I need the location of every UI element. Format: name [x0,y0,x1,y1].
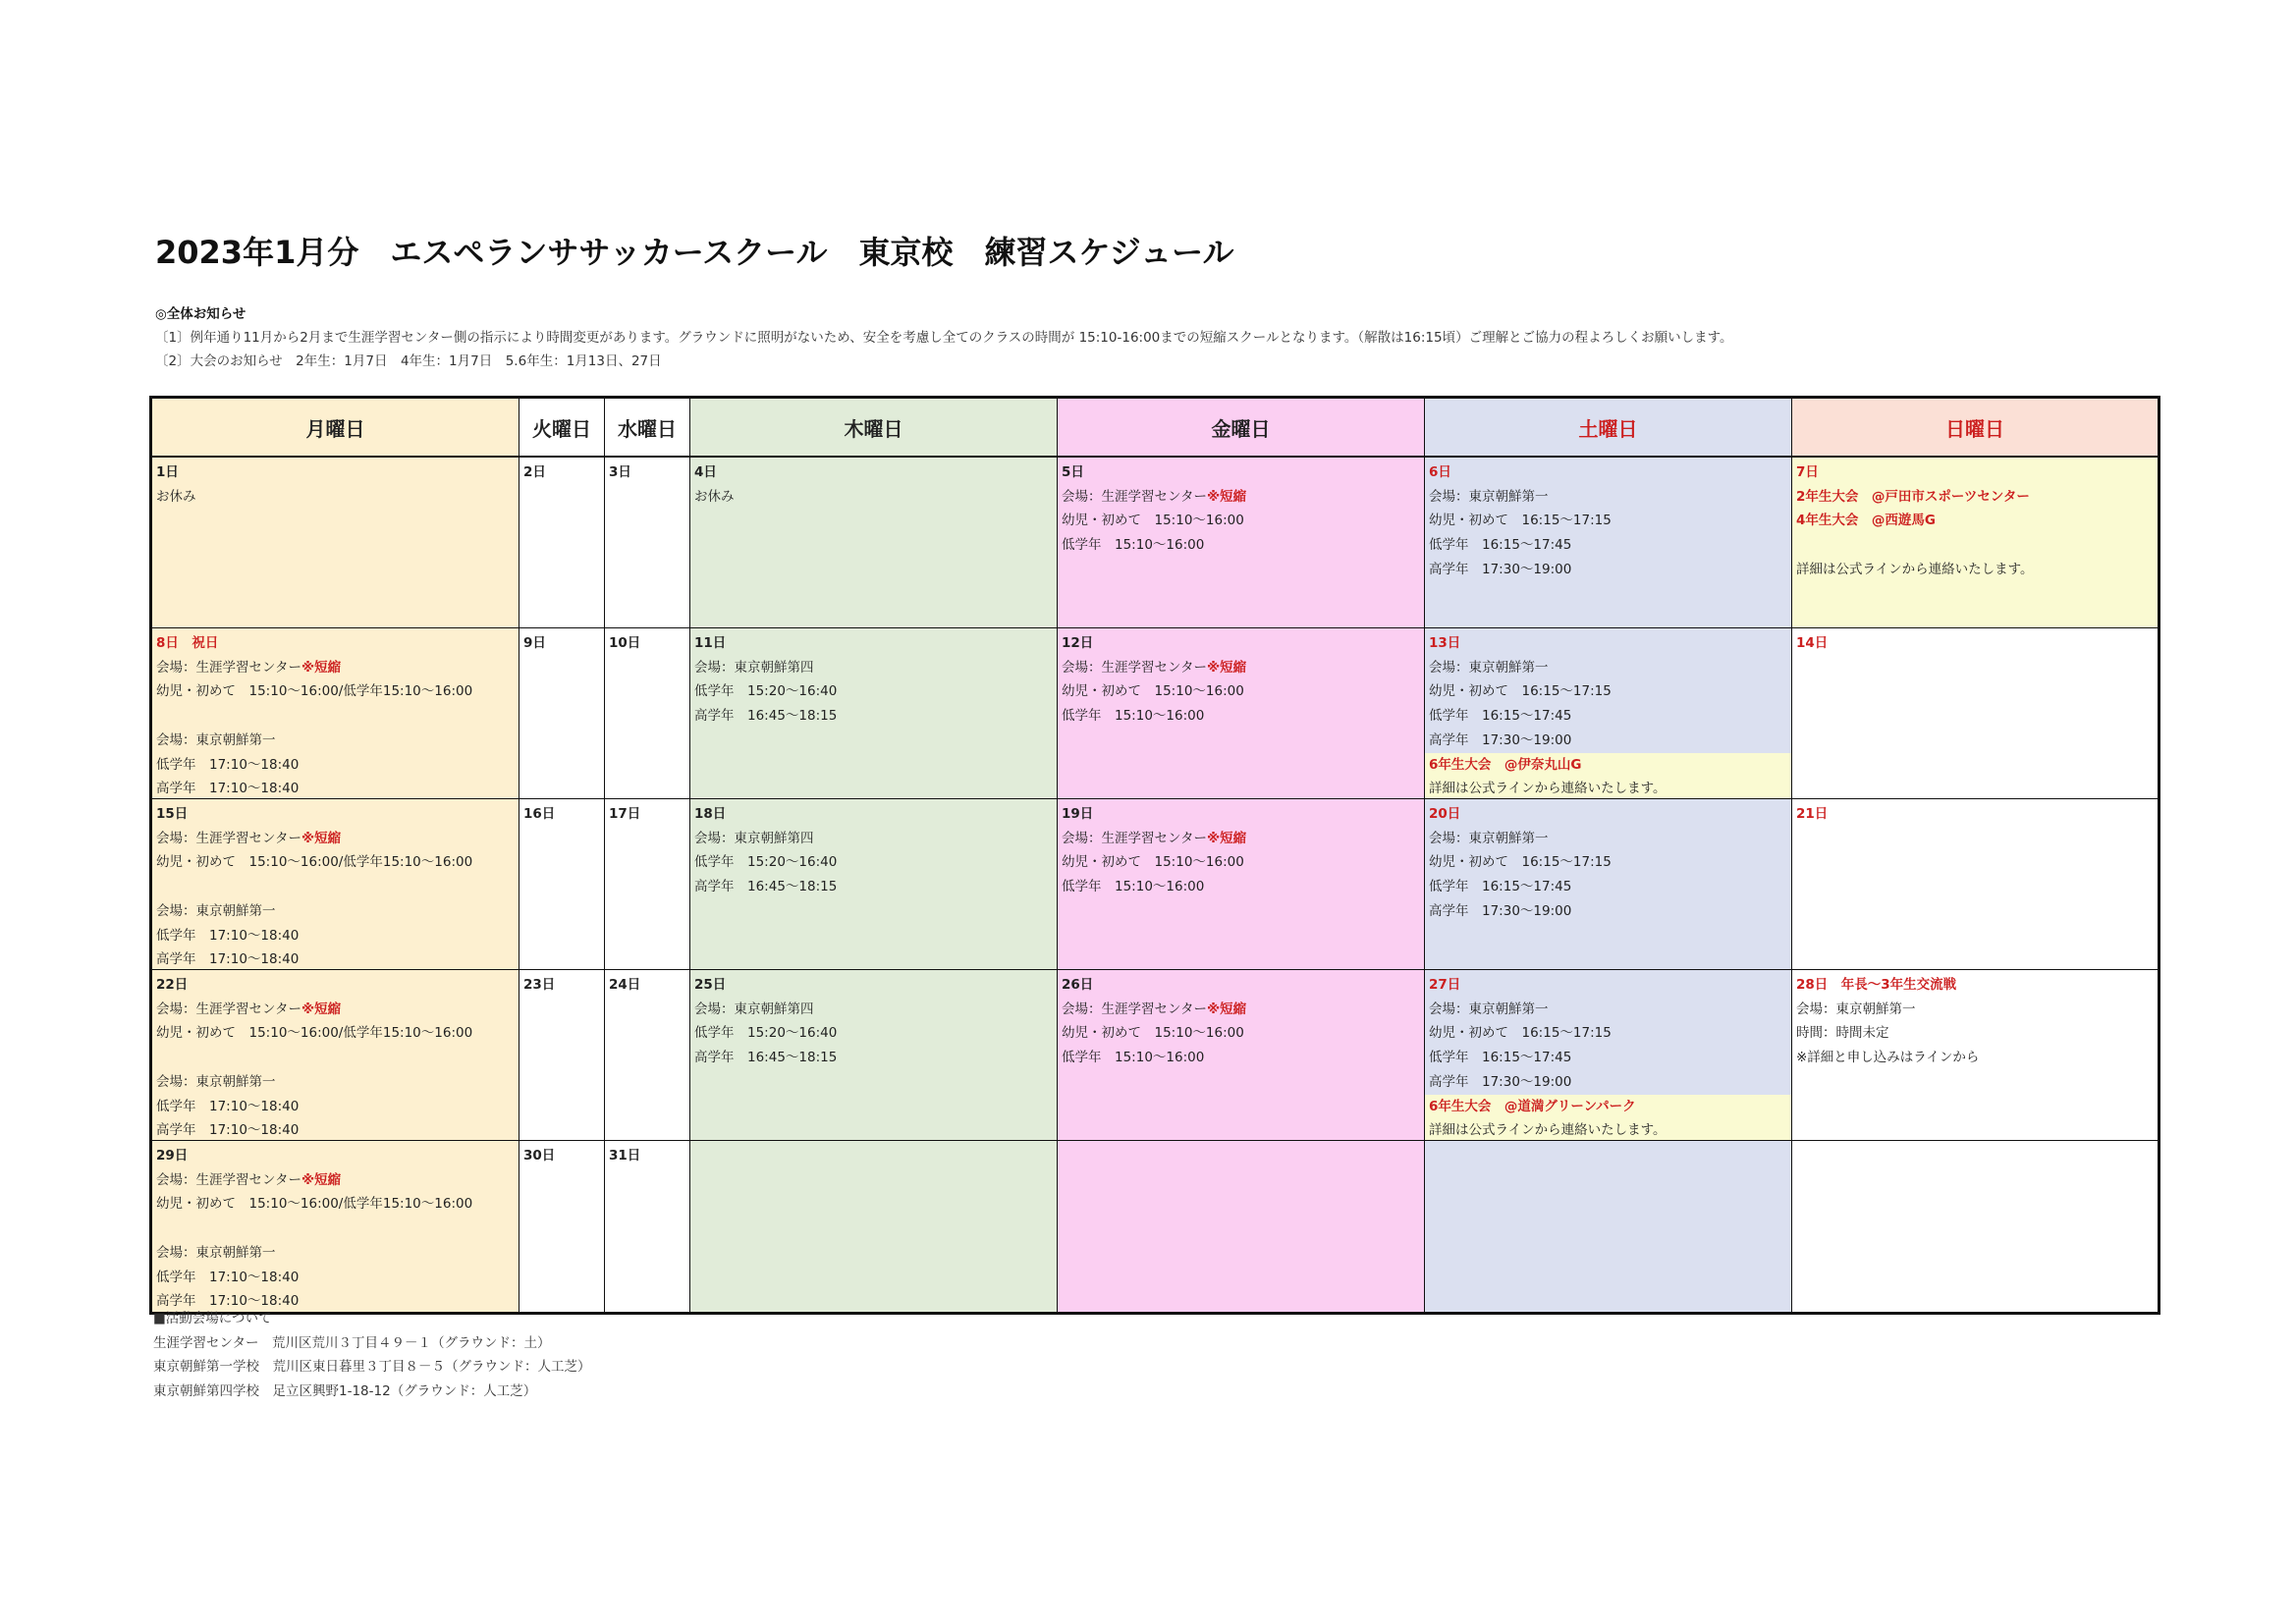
schedule-text: 会場：東京朝鮮第四 [694,1001,814,1017]
day-date: 30日 [523,1148,556,1164]
schedule-line [1429,485,1787,510]
schedule-line [1062,850,1420,875]
schedule-text: 会場：東京朝鮮第四 [694,659,814,676]
day-cell-wed [605,799,690,969]
day-date: 12日 [1062,635,1094,651]
schedule-line [156,679,515,704]
tournament-notice [1425,753,1791,798]
notice-heading: ◎全体お知らせ [155,306,246,322]
day-cell-tue [519,1141,605,1312]
schedule-line [1062,1046,1420,1070]
venue-line: 東京朝鮮第四学校 足立区興野1-18-12（グラウンド：人工芝） [153,1383,537,1400]
schedule-line [156,656,515,680]
calendar-body [152,458,2158,1312]
schedule-line [1429,875,1787,899]
day-cell-fri [1058,799,1425,969]
header-friday: 金曜日 [1058,399,1425,456]
day-cell-fri [1058,458,1425,627]
schedule-text: 幼児・初めて 15:10～16:00/低学年15:10～16:00 [156,1025,473,1042]
schedule-text: 低学年 17:10～18:40 [156,1098,300,1114]
day-date: 5日 [1062,464,1084,480]
schedule-text: 幼児・初めて 16:15～17:15 [1429,683,1612,700]
venue-heading: ■活動会場について [153,1311,272,1326]
schedule-text: 4年生大会 @西遊馬G [1796,513,1936,529]
schedule-line [1429,1118,1787,1140]
schedule-line [1429,704,1787,729]
day-date: 3日 [609,464,631,480]
schedule-line [156,899,515,924]
day-date: 16日 [523,806,556,822]
schedule-text: 幼児・初めて 15:10～16:00 [1062,854,1244,871]
schedule-line [1796,1021,2154,1046]
day-date: 19日 [1062,806,1094,822]
schedule-line [1062,827,1420,851]
schedule-text: 高学年 17:10～18:40 [156,951,300,968]
schedule-text: 低学年 16:15～17:45 [1429,879,1572,895]
day-cell-sun [1792,799,2158,969]
schedule-line [694,998,1053,1022]
day-cell-sat [1425,970,1792,1140]
schedule-line [694,656,1053,680]
shortened-badge: ※短縮 [301,1171,342,1188]
day-date: 27日 [1429,977,1461,993]
schedule-line [156,1266,515,1290]
schedule-text: 高学年 17:10～18:40 [156,1293,300,1310]
schedule-text: 会場：生涯学習センター [156,1001,301,1017]
schedule-line [1062,656,1420,680]
schedule-line [1429,1095,1787,1119]
schedule-text: 高学年 16:45～18:15 [694,879,838,895]
schedule-text: 高学年 17:10～18:40 [156,781,300,797]
schedule-line [156,924,515,948]
calendar-week-row [152,458,2158,628]
schedule-text: 6年生大会 @道満グリーンパーク [1429,1098,1636,1114]
day-date: 2日 [523,464,546,480]
header-wednesday: 水曜日 [605,399,690,456]
schedule-text: 会場：東京朝鮮第一 [156,902,276,919]
schedule-line [156,1095,515,1119]
day-cell-mon [152,628,519,798]
schedule-text: 幼児・初めて 15:10～16:00 [1062,683,1244,700]
day-cell-mon [152,799,519,969]
day-cell-tue [519,970,605,1140]
schedule-text: 高学年 17:30～19:00 [1429,1073,1572,1090]
schedule-text: 低学年 17:10～18:40 [156,1269,300,1285]
schedule-text: 幼児・初めて 15:10～16:00/低学年15:10～16:00 [156,1196,473,1213]
schedule-line [1429,753,1787,778]
schedule-line [694,875,1053,899]
schedule-line [1429,729,1787,753]
day-date: 26日 [1062,977,1094,993]
schedule-line [1062,533,1420,558]
schedule-text: 高学年 17:10～18:40 [156,1122,300,1139]
day-cell-thu [690,458,1058,627]
schedule-text: 会場：生涯学習センター [156,659,301,676]
schedule-text: 低学年 15:10～16:00 [1062,708,1205,725]
schedule-text: 低学年 15:20～16:40 [694,854,838,871]
schedule-text: 2年生大会 @戸田市スポーツセンター [1796,488,2030,505]
schedule-line [156,850,515,875]
schedule-line [694,485,1053,510]
day-cell-wed [605,1141,690,1312]
schedule-text: 幼児・初めて 16:15～17:15 [1429,1025,1612,1042]
day-date: 23日 [523,977,556,993]
schedule-line [1429,850,1787,875]
schedule-text: 高学年 17:30～19:00 [1429,731,1572,748]
shortened-badge: ※短縮 [301,659,342,676]
shortened-badge: ※短縮 [1206,488,1247,505]
day-cell-thu [690,970,1058,1140]
schedule-text: 低学年 16:15～17:45 [1429,537,1572,554]
schedule-line [1062,875,1420,899]
day-cell-sat [1425,799,1792,969]
venue-line: 東京朝鮮第一学校 荒川区東日暮里３丁目８－５（グラウンド：人工芝） [153,1359,591,1376]
day-date: 13日 [1429,635,1461,651]
day-cell-tue [519,628,605,798]
schedule-text: 会場：東京朝鮮第一 [1796,1001,1916,1017]
schedule-line [1062,704,1420,729]
day-cell-wed [605,970,690,1140]
day-cell-mon [152,970,519,1140]
calendar-table [149,396,2160,1315]
schedule-line [1062,998,1420,1022]
schedule-line [1062,1021,1420,1046]
shortened-badge: ※短縮 [1206,830,1247,846]
day-cell-fri [1058,970,1425,1140]
schedule-line [1796,533,2154,558]
day-date [1062,1144,1420,1168]
schedule-line [1062,485,1420,510]
day-cell-fri [1058,628,1425,798]
day-cell-sat [1425,458,1792,627]
day-date: 14日 [1796,635,1829,651]
day-date: 15日 [156,806,189,822]
calendar-week-row [152,1141,2158,1312]
day-date: 22日 [156,977,189,993]
schedule-line [1796,485,2154,510]
day-cell-sun [1792,458,2158,627]
notice-line-1: 〔1〕例年通り11月から2月まで生涯学習センター側の指示により時間変更があります。グラウンドに照明がないため、安全を考慮し全てのクラスの時間が 15:10-16:00までの短縮スクールとなります。（解散は16:15頃）ご理解とご協力の程よろしくお願いします。 [155,330,1733,346]
schedule-text: 低学年 15:10～16:00 [1062,537,1205,554]
schedule-text: ※詳細と申し込みはラインから [1796,1050,1980,1066]
day-cell-sat [1425,1141,1792,1312]
day-date: 31日 [609,1148,641,1164]
schedule-line [156,827,515,851]
day-date: 1日 [156,464,179,480]
schedule-text: 高学年 17:30～19:00 [1429,561,1572,577]
day-date: 24日 [609,977,641,993]
schedule-text: 会場：生涯学習センター [156,830,301,846]
day-cell-tue [519,799,605,969]
schedule-text: 高学年 16:45～18:15 [694,708,838,725]
schedule-line [694,1046,1053,1070]
day-date: 25日 [694,977,727,993]
schedule-text: 会場：生涯学習センター [1062,488,1207,505]
schedule-line [694,850,1053,875]
schedule-line [1796,558,2154,582]
day-date: 21日 [1796,806,1829,822]
schedule-text: 幼児・初めて 16:15～17:15 [1429,513,1612,529]
header-thursday: 木曜日 [690,399,1058,456]
schedule-line [1429,998,1787,1022]
schedule-line [156,998,515,1022]
schedule-text: 会場：生涯学習センター [1062,830,1207,846]
schedule-line [1429,533,1787,558]
schedule-text: お休み [156,488,196,505]
day-date: 8日 祝日 [156,635,219,651]
day-cell-sat [1425,628,1792,798]
day-date: 6日 [1429,464,1451,480]
schedule-line [156,1046,515,1070]
day-date: 29日 [156,1148,189,1164]
schedule-text: 幼児・初めて 15:10～16:00/低学年15:10～16:00 [156,683,473,700]
day-date: 4日 [694,464,717,480]
schedule-line [694,704,1053,729]
schedule-text: 低学年 16:15～17:45 [1429,1050,1572,1066]
day-cell-thu [690,1141,1058,1312]
schedule-line [156,1168,515,1193]
schedule-text: 会場：東京朝鮮第一 [156,1244,276,1261]
schedule-line [156,704,515,729]
schedule-line [156,1192,515,1217]
day-date: 20日 [1429,806,1461,822]
schedule-line [1429,1046,1787,1070]
header-sunday: 日曜日 [1792,399,2158,456]
tournament-notice [1425,1095,1791,1140]
general-notice [155,302,1733,373]
shortened-badge: ※短縮 [301,1001,342,1017]
schedule-text: 会場：東京朝鮮第一 [1429,1001,1549,1017]
day-date: 9日 [523,635,546,651]
day-cell-tue [519,458,605,627]
calendar-week-row [152,799,2158,970]
schedule-text: 幼児・初めて 16:15～17:15 [1429,854,1612,871]
schedule-line [1429,899,1787,924]
schedule-line [1062,509,1420,533]
schedule-line [156,947,515,969]
schedule-line [156,1070,515,1095]
schedule-text: 会場：東京朝鮮第一 [1429,488,1549,505]
calendar-week-row [152,628,2158,799]
schedule-line [156,1241,515,1266]
schedule-line [1429,509,1787,533]
schedule-text: 時間：時間未定 [1796,1025,1889,1042]
schedule-text: 詳細は公式ラインから連絡いたします。 [1796,561,2034,577]
schedule-text: 低学年 15:10～16:00 [1062,879,1205,895]
schedule-text: お休み [694,488,735,505]
day-date: 28日 年長～3年生交流戦 [1796,977,1957,993]
day-date: 11日 [694,635,727,651]
venue-info [153,1307,591,1404]
shortened-badge: ※短縮 [301,830,342,846]
schedule-line [694,827,1053,851]
shortened-badge: ※短縮 [1206,659,1247,676]
day-date [1429,1144,1787,1168]
schedule-line [1796,1046,2154,1070]
header-monday: 月曜日 [152,399,519,456]
schedule-line [694,1021,1053,1046]
schedule-text: 会場：東京朝鮮第一 [156,1073,276,1090]
venue-line: 生涯学習センター 荒川区荒川３丁目４９－１（グラウンド：土） [153,1334,551,1351]
schedule-line [156,1021,515,1046]
day-date: 7日 [1796,464,1819,480]
schedule-text: 低学年 15:10～16:00 [1062,1050,1205,1066]
schedule-text: 低学年 17:10～18:40 [156,756,300,773]
schedule-text: 低学年 16:15～17:45 [1429,708,1572,725]
schedule-text: 高学年 16:45～18:15 [694,1050,838,1066]
day-cell-sun [1792,1141,2158,1312]
schedule-text: 会場：東京朝鮮第一 [1429,830,1549,846]
schedule-line [1429,679,1787,704]
schedule-line [1796,509,2154,533]
day-cell-mon [152,458,519,627]
schedule-text: 低学年 17:10～18:40 [156,927,300,944]
schedule-line [156,753,515,778]
day-date: 18日 [694,806,727,822]
schedule-line [156,485,515,510]
schedule-text: 会場：生涯学習センター [1062,659,1207,676]
schedule-text: 会場：東京朝鮮第一 [156,731,276,748]
schedule-text: 幼児・初めて 15:10～16:00 [1062,1025,1244,1042]
day-cell-thu [690,799,1058,969]
day-cell-mon [152,1141,519,1312]
schedule-line [156,875,515,899]
schedule-line [1429,558,1787,582]
schedule-text: 詳細は公式ラインから連絡いたします。 [1429,781,1667,797]
schedule-line [694,679,1053,704]
day-cell-sun [1792,970,2158,1140]
header-saturday: 土曜日 [1425,399,1792,456]
schedule-line [1429,1021,1787,1046]
schedule-line [156,777,515,798]
schedule-text: 会場：東京朝鮮第四 [694,830,814,846]
day-cell-wed [605,458,690,627]
schedule-line [1429,777,1787,798]
day-date: 10日 [609,635,641,651]
schedule-text: 幼児・初めて 15:10～16:00 [1062,513,1244,529]
header-tuesday: 火曜日 [519,399,605,456]
schedule-line [156,1118,515,1140]
schedule-line [156,729,515,753]
day-cell-thu [690,628,1058,798]
weekday-header-row [152,399,2158,458]
schedule-line [1429,827,1787,851]
schedule-line [156,1217,515,1241]
schedule-line [1429,1070,1787,1095]
schedule-text: 高学年 17:30～19:00 [1429,902,1572,919]
day-date [1796,1144,2154,1168]
day-cell-fri [1058,1141,1425,1312]
schedule-text: 会場：東京朝鮮第一 [1429,659,1549,676]
day-date [694,1144,1053,1168]
day-cell-wed [605,628,690,798]
schedule-text: 低学年 15:20～16:40 [694,1025,838,1042]
schedule-text: 会場：生涯学習センター [1062,1001,1207,1017]
schedule-text: 6年生大会 @伊奈丸山G [1429,756,1582,773]
schedule-line [1062,679,1420,704]
schedule-line [1429,656,1787,680]
page-title: 2023年1月分 エスペランササッカースクール 東京校 練習スケジュール [155,234,1234,271]
calendar-week-row [152,970,2158,1141]
notice-line-2: 〔2〕大会のお知らせ 2年生：1月7日 4年生：1月7日 5.6年生：1月13日、27日 [155,353,662,369]
day-cell-sun [1792,628,2158,798]
day-date: 17日 [609,806,641,822]
schedule-text: 幼児・初めて 15:10～16:00/低学年15:10～16:00 [156,854,473,871]
shortened-badge: ※短縮 [1206,1001,1247,1017]
schedule-text: 会場：生涯学習センター [156,1171,301,1188]
schedule-line [1796,998,2154,1022]
schedule-text: 詳細は公式ラインから連絡いたします。 [1429,1122,1667,1139]
schedule-text: 低学年 15:20～16:40 [694,683,838,700]
